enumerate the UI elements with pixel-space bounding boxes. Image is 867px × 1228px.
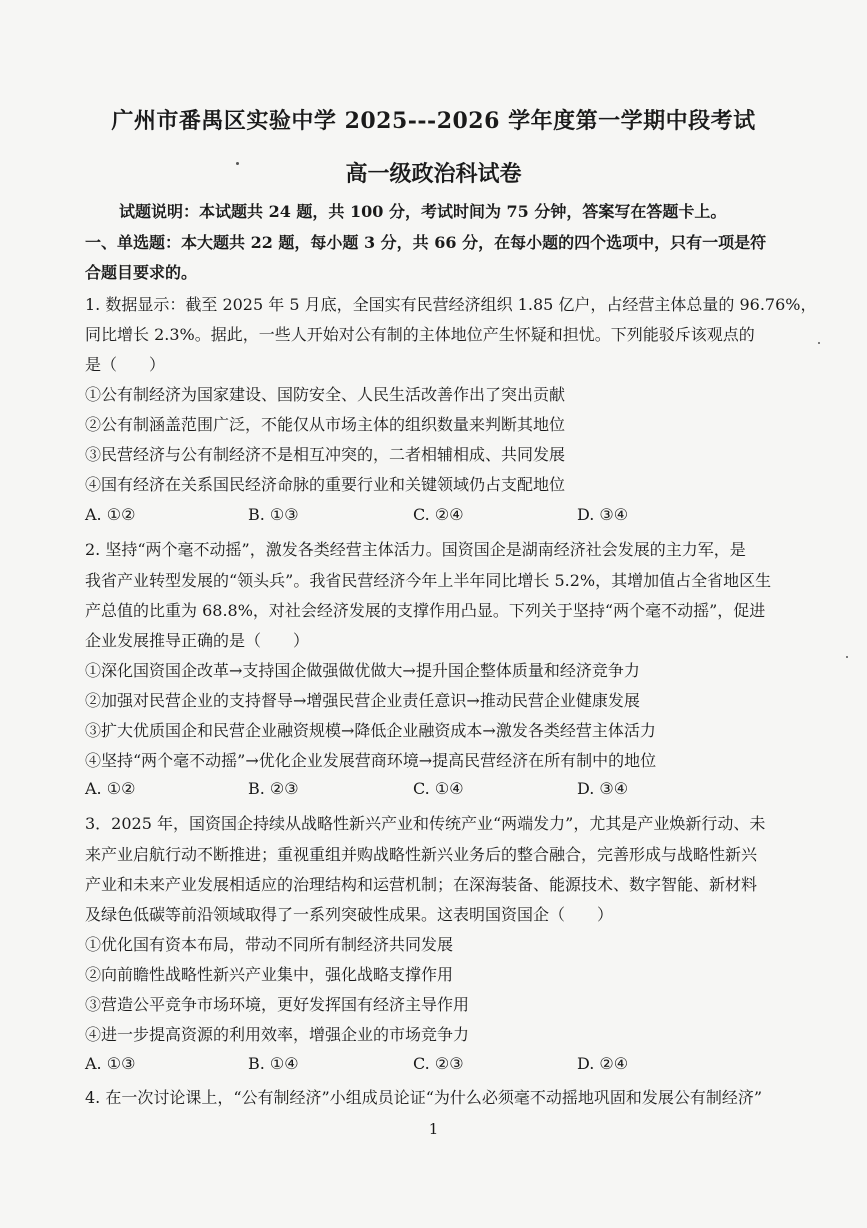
- q3-option-c: C. ②③: [413, 1054, 464, 1073]
- scan-speck: [236, 162, 239, 165]
- q1-option-c: C. ②④: [413, 505, 464, 524]
- q3-stem-line-2: 来产业启航行动不断推进；重视重组并购战略性新兴业务后的整合融合，完善形成与战略性新兴: [85, 845, 758, 864]
- q3-item-4: ④进一步提高资源的利用效率，增强企业的市场竞争力: [85, 1025, 470, 1044]
- q3-option-d: D. ②④: [577, 1054, 629, 1073]
- section-heading-line-1: 一、单选题：本大题共 22 题，每小题 3 分，共 66 分，在每小题的四个选项中，只有一项是符: [85, 233, 767, 252]
- q2-item-2: ②加强对民营企业的支持督导→增强民营企业责任意识→推动民营企业健康发展: [85, 691, 640, 710]
- q2-stem-line-4: 企业发展推导正确的是（ ）: [85, 631, 310, 650]
- q1-item-3: ③民营经济与公有制经济不是相互冲突的，二者相辅相成、共同发展: [85, 445, 566, 464]
- q3-item-3: ③营造公平竞争市场环境，更好发挥国有经济主导作用: [85, 995, 470, 1014]
- q2-options: [85, 779, 725, 803]
- q4-stem-line-1: 4. 在一次讨论课上，“公有制经济”小组成员论证“为什么必须毫不动摇地巩固和发展公有制经济”: [85, 1088, 763, 1107]
- scan-speck: [818, 342, 820, 344]
- q1-stem-line-3: 是（ ）: [85, 355, 166, 374]
- q1-item-4: ④国有经济在关系国民经济命脉的重要行业和关键领域仍占支配地位: [85, 475, 566, 494]
- q1-item-1: ①公有制经济为国家建设、国防安全、人民生活改善作出了突出贡献: [85, 385, 566, 404]
- q2-stem-line-1: 2. 坚持“两个毫不动摇”，激发各类经营主体活力。国资国企是湖南经济社会发展的主力军，是: [85, 540, 746, 559]
- q1-option-d: D. ③④: [577, 505, 629, 524]
- q3-stem-line-3: 产业和未来产业发展相适应的治理结构和运营机制；在深海装备、能源技术、数字智能、新材料: [85, 875, 758, 894]
- scan-speck: [846, 656, 848, 658]
- q2-option-a: A. ①②: [85, 779, 136, 798]
- q2-item-1: ①深化国资国企改革→支持国企做强做优做大→提升国企整体质量和经济竞争力: [85, 661, 640, 680]
- q3-option-a: A. ①③: [85, 1054, 136, 1073]
- q2-stem-line-2: 我省产业转型发展的“领头兵”。我省民营经济今年上半年同比增长 5.2%，其增加值占全省地区生: [85, 571, 772, 590]
- q1-option-b: B. ①③: [248, 505, 299, 524]
- section-heading-line-2: 合题目要求的。: [85, 263, 198, 282]
- q3-options: [85, 1054, 725, 1078]
- q2-stem-line-3: 产总值的比重为 68.8%，对社会经济发展的支撑作用凸显。下列关于坚持“两个毫不动摇”，促进: [85, 601, 766, 620]
- q1-stem-line-1: 1. 数据显示：截至 2025 年 5 月底，全国实有民营经济组织 1.85 亿户，占经营主体总量的 96.76%，: [85, 295, 817, 314]
- q2-item-4: ④坚持“两个毫不动摇”→优化企业发展营商环境→提高民营经济在所有制中的地位: [85, 751, 657, 770]
- exam-subtitle: 高一级政治科试卷: [345, 161, 522, 187]
- q1-stem-line-2: 同比增长 2.3%。据此，一些人开始对公有制的主体地位产生怀疑和担忧。下列能驳斥该观点的: [85, 325, 755, 344]
- instructions: 试题说明：本试题共 24 题，共 100 分，考试时间为 75 分钟，答案写在答题卡上。: [119, 202, 727, 221]
- q2-item-3: ③扩大优质国企和民营企业融资规模→降低企业融资成本→激发各类经营主体活力: [85, 721, 656, 740]
- q3-item-1: ①优化国有资本布局，带动不同所有制经济共同发展: [85, 935, 454, 954]
- q1-option-a: A. ①②: [85, 505, 136, 524]
- q1-item-2: ②公有制涵盖范围广泛，不能仅从市场主体的组织数量来判断其地位: [85, 415, 566, 434]
- exam-title: 广州市番禺区实验中学 2025---2026 学年度第一学期中段考试: [111, 108, 756, 134]
- q3-stem-line-1: 3．2025 年，国资国企持续从战略性新兴产业和传统产业“两端发力”，尤其是产业焕新行动、未: [85, 814, 766, 833]
- q3-item-2: ②向前瞻性战略性新兴产业集中，强化战略支撑作用: [85, 965, 454, 984]
- q2-option-c: C. ①④: [413, 779, 464, 798]
- page-number: 1: [428, 1120, 439, 1138]
- q3-stem-line-4: 及绿色低碳等前沿领域取得了一系列突破性成果。这表明国资国企（ ）: [85, 905, 614, 924]
- q3-option-b: B. ①④: [248, 1054, 299, 1073]
- q2-option-d: D. ③④: [577, 779, 629, 798]
- q2-option-b: B. ②③: [248, 779, 299, 798]
- q1-options: [85, 505, 725, 529]
